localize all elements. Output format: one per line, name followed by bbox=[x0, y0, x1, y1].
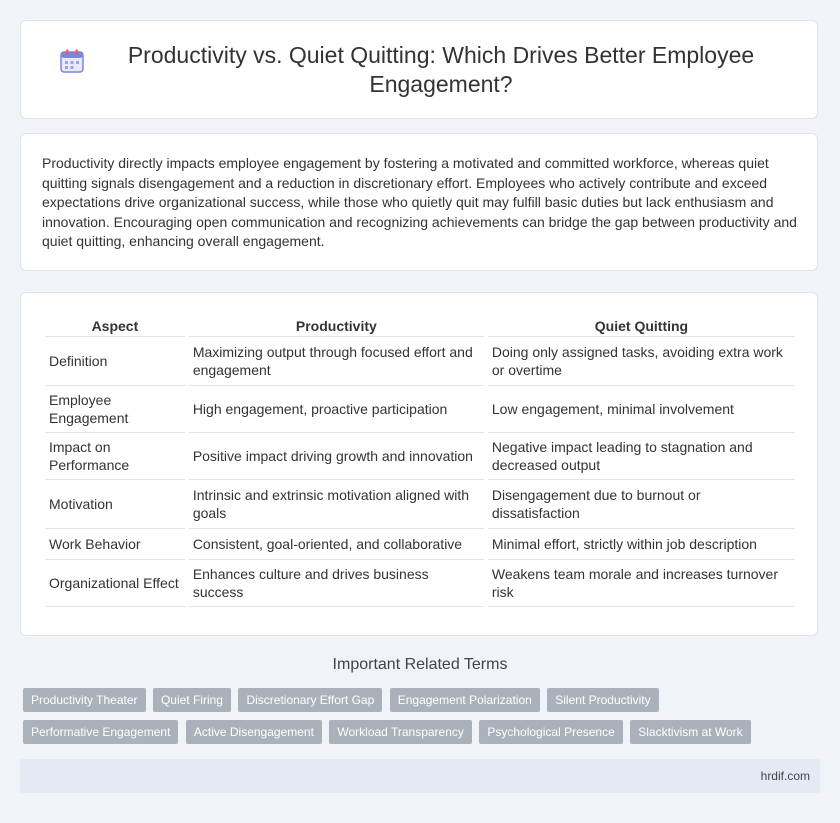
tag-discretionary-effort-gap[interactable]: Discretionary Effort Gap bbox=[238, 688, 382, 712]
tag-slacktivism-at-work[interactable]: Slacktivism at Work bbox=[630, 720, 750, 744]
header-aspect: Aspect bbox=[45, 313, 185, 337]
table-row bbox=[45, 529, 795, 560]
table-row bbox=[45, 337, 795, 386]
table-cell: Positive impact driving growth and innovation bbox=[189, 433, 484, 480]
table-cell: Disengagement due to burnout or dissatisfaction bbox=[488, 480, 795, 529]
tag-quiet-firing[interactable]: Quiet Firing bbox=[153, 688, 231, 712]
table-cell: Minimal effort, strictly within job description bbox=[488, 529, 795, 560]
table-cell: Consistent, goal-oriented, and collaborative bbox=[189, 529, 484, 560]
table-cell: Maximizing output through focused effort and engagement bbox=[189, 337, 484, 386]
header-productivity: Productivity bbox=[189, 313, 484, 337]
tag-performative-engagement[interactable]: Performative Engagement bbox=[23, 720, 178, 744]
tag-workload-transparency[interactable]: Workload Transparency bbox=[329, 720, 472, 744]
table-row bbox=[45, 433, 795, 480]
footer-site[interactable]: hrdif.com bbox=[760, 769, 810, 783]
intro-paragraph: Productivity directly impacts employee engagement by fostering a motivated and committed workforce, whereas quiet quitting signals disengagement and a reduction in discretionary effort. Employees who actively contribute and exceed expectations drive organizational success, while those who quietly quit may fulfill basic duties but lack enthusiasm and innovation. Encouraging open communication and recognizing achievements can bridge the gap between productivity and quiet quitting, enhancing overall engagement. bbox=[42, 155, 797, 249]
table-row bbox=[45, 386, 795, 433]
related-terms-title: Important Related Terms bbox=[332, 656, 508, 673]
table-cell: Negative impact leading to stagnation and decreased output bbox=[488, 433, 795, 480]
table-cell: Weakens team morale and increases turnover risk bbox=[488, 560, 795, 607]
header-quiet-quitting: Quiet Quitting bbox=[488, 313, 795, 337]
tag-silent-productivity[interactable]: Silent Productivity bbox=[547, 688, 658, 712]
table-cell: Intrinsic and extrinsic motivation aligned with goals bbox=[189, 480, 484, 529]
table-row bbox=[45, 480, 795, 529]
footer bbox=[20, 759, 820, 793]
table-cell: Work Behavior bbox=[45, 529, 185, 560]
title-card bbox=[20, 20, 818, 119]
calendar-icon bbox=[59, 48, 85, 74]
related-terms-tags bbox=[23, 688, 823, 752]
comparison-card bbox=[20, 292, 818, 636]
page-title: Productivity vs. Quiet Quitting: Which Drives Better Employee Engagement? bbox=[127, 41, 755, 97]
tag-productivity-theater[interactable]: Productivity Theater bbox=[23, 688, 146, 712]
table-cell: Low engagement, minimal involvement bbox=[488, 386, 795, 433]
table-cell: Enhances culture and drives business success bbox=[189, 560, 484, 607]
table-cell: Impact on Performance bbox=[45, 433, 185, 480]
tag-active-disengagement[interactable]: Active Disengagement bbox=[186, 720, 322, 744]
table-cell: Employee Engagement bbox=[45, 386, 185, 433]
table-header-row bbox=[45, 313, 795, 337]
table-row bbox=[45, 560, 795, 607]
table-cell: Organizational Effect bbox=[45, 560, 185, 607]
comparison-table bbox=[41, 313, 799, 607]
tag-engagement-polarization[interactable]: Engagement Polarization bbox=[390, 688, 540, 712]
table-cell: Doing only assigned tasks, avoiding extra work or overtime bbox=[488, 337, 795, 386]
tag-psychological-presence[interactable]: Psychological Presence bbox=[479, 720, 622, 744]
table-cell: High engagement, proactive participation bbox=[189, 386, 484, 433]
table-cell: Definition bbox=[45, 337, 185, 386]
table-cell: Motivation bbox=[45, 480, 185, 529]
intro-card bbox=[20, 133, 818, 271]
